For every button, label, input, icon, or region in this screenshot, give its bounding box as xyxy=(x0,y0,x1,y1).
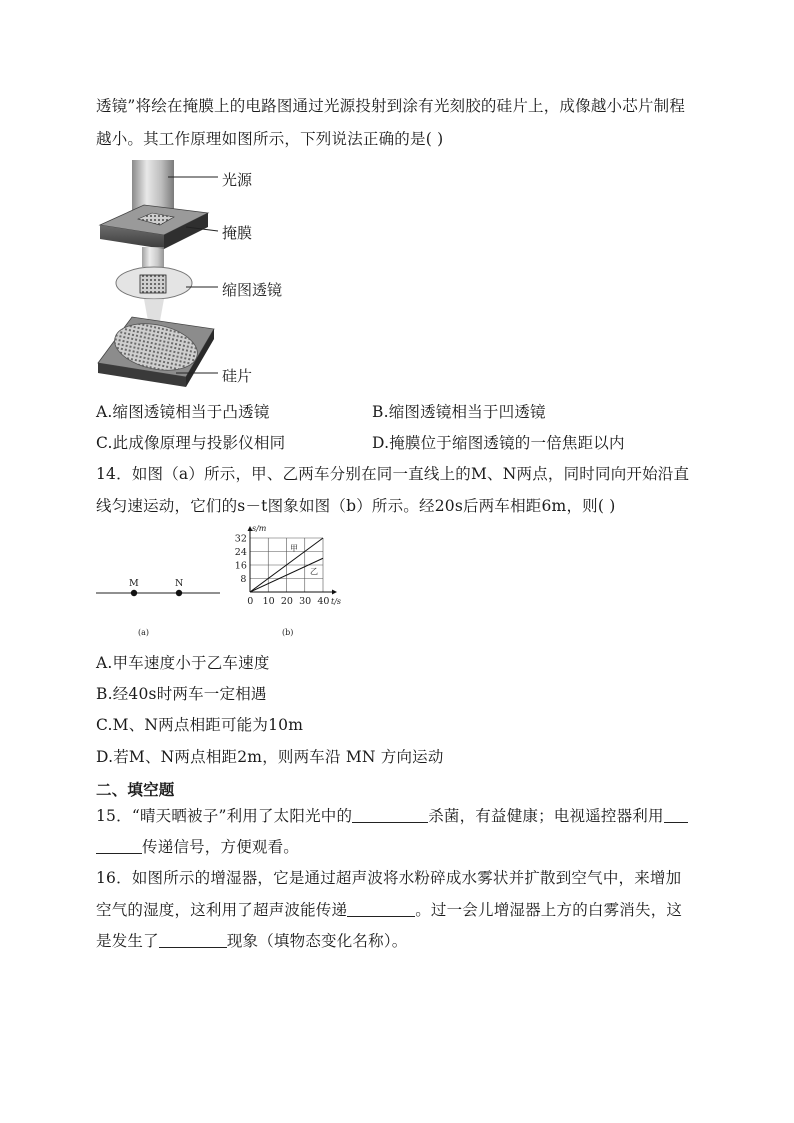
q14-option-a: A.甲车速度小于乙车速度 xyxy=(96,654,270,672)
figure-b-caption: (b) xyxy=(282,628,294,637)
q16-line-3 xyxy=(96,929,407,951)
x-axis-label: t/s xyxy=(331,597,342,606)
q15-line-1 xyxy=(96,804,688,826)
q15-blank-2a[interactable] xyxy=(664,808,688,823)
figure-a xyxy=(96,570,226,642)
point-n-dot xyxy=(176,590,182,596)
point-m-dot xyxy=(131,590,137,596)
q14-option-d: D.若M、N两点相距2m，则两车沿 MN 方向运动 xyxy=(96,748,444,766)
q16-line-1: 16．如图所示的增湿器，它是通过超声波将水粉碎成水雾状并扩散到空气中，来增加 xyxy=(96,869,682,887)
q13-option-a: A.缩图透镜相当于凸透镜 xyxy=(96,403,270,421)
q16-line-2 xyxy=(96,898,682,920)
x-tick-label: 30 xyxy=(299,596,312,607)
q13-option-c: C.此成像原理与投影仪相同 xyxy=(96,434,286,452)
q14-line-1: 14．如图（a）所示，甲、乙两车分别在同一直线上的M、N两点，同时同向开始沿直 xyxy=(96,465,690,483)
point-n-label: N xyxy=(175,578,184,589)
q14-line-2: 线匀速运动，它们的s－t图象如图（b）所示。经20s后两车相距6m，则( ) xyxy=(96,497,616,515)
q15-line-2 xyxy=(96,835,299,857)
q15-blank-1[interactable] xyxy=(352,808,428,823)
label-reduction-lens: 缩图透镜 xyxy=(222,281,283,299)
q14-option-b: B.经40s时两车一定相遇 xyxy=(96,685,267,703)
q15-blank-2b[interactable] xyxy=(96,839,142,854)
y-tick-label: 24 xyxy=(234,547,247,558)
y-tick-label: 32 xyxy=(234,533,247,545)
intro-line-2: 越小。其工作原理如图所示，下列说法正确的是( ) xyxy=(96,130,444,148)
q13-option-d: D.掩膜位于缩图透镜的一倍焦距以内 xyxy=(372,434,625,452)
x-tick-label: 20 xyxy=(280,596,293,607)
x-tick-label: 0 xyxy=(247,596,254,607)
figure-a-caption: (a) xyxy=(138,628,150,637)
q16-text-2: 。过一会儿增湿器上方的白雾消失，这 xyxy=(415,901,683,919)
intro-line-1: 透镜”将绘在掩膜上的电路图通过光源投射到涂有光刻胶的硅片上，成像越小芯片制程 xyxy=(96,97,686,115)
lithography-figure xyxy=(90,155,290,395)
q15-text-1: 15．“晴天晒被子”利用了太阳光中的 xyxy=(96,807,353,825)
point-m-label: M xyxy=(129,578,139,589)
q14-option-c: C.M、N两点相距可能为10m xyxy=(96,716,304,734)
q16-text-3: 是发生了 xyxy=(96,932,159,950)
q15-text-3: 传递信号，方便观看。 xyxy=(142,838,300,856)
y-tick-label: 8 xyxy=(240,574,247,585)
x-tick-label: 40 xyxy=(317,596,330,607)
lens-pattern xyxy=(140,275,166,293)
series-yi-label: 乙 xyxy=(310,567,318,576)
st-chart xyxy=(228,520,358,642)
x-axis-arrow xyxy=(332,590,337,595)
q16-blank-2[interactable] xyxy=(159,933,227,948)
y-axis-label: s/m xyxy=(252,524,267,533)
q16-text-4: 现象（填物态变化名称）。 xyxy=(226,932,408,950)
label-wafer: 硅片 xyxy=(222,367,253,385)
series-jia-label: 甲 xyxy=(290,544,298,553)
section-heading: 二、填空题 xyxy=(96,780,175,799)
q15-text-2: 杀菌，有益健康；电视遥控器利用 xyxy=(428,807,664,825)
q16-text-1: 空气的湿度，这利用了超声波能传递 xyxy=(96,901,348,919)
label-light-source: 光源 xyxy=(222,171,253,189)
y-tick-label: 16 xyxy=(234,560,247,572)
q13-option-b: B.缩图透镜相当于凹透镜 xyxy=(372,403,546,421)
light-beam xyxy=(132,160,174,212)
q16-blank-1[interactable] xyxy=(347,902,415,917)
x-tick-label: 10 xyxy=(262,596,275,607)
label-mask: 掩膜 xyxy=(222,224,253,242)
